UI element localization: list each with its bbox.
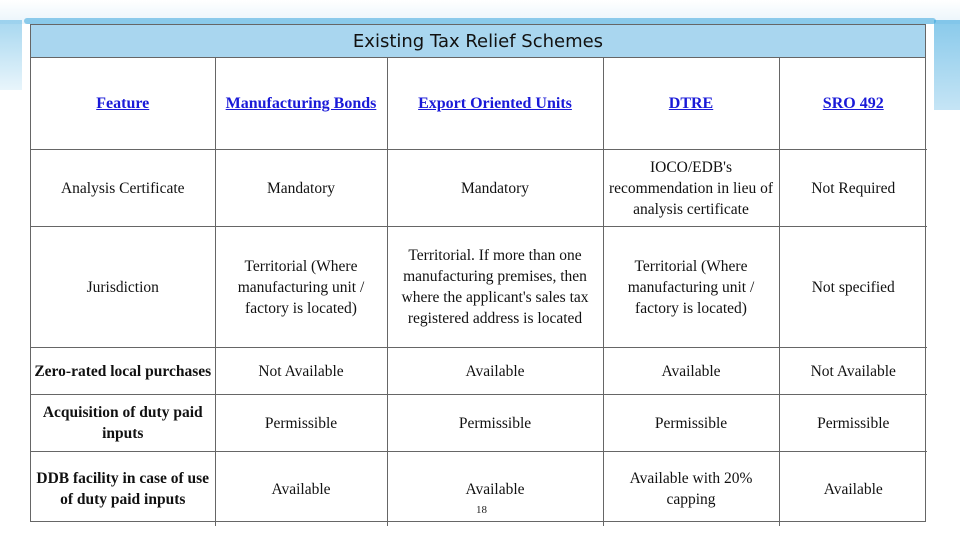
table-cell: Territorial (Where manufacturing unit / factory is located) — [603, 227, 779, 348]
table-title: Existing Tax Relief Schemes — [352, 30, 604, 52]
tax-relief-table — [30, 24, 926, 522]
feature-cell: Jurisdiction — [31, 227, 215, 348]
table-cell: Not Available — [215, 348, 387, 395]
table-cell: Not Available — [779, 348, 927, 395]
header-export-oriented-units: Export Oriented Units — [387, 57, 603, 150]
page-number: 18 — [476, 504, 487, 516]
table-cell: Available — [387, 452, 603, 527]
table-cell: Available — [387, 348, 603, 395]
table-row — [31, 150, 927, 227]
header-feature: Feature — [31, 57, 215, 150]
table-cell: IOCO/EDB's recommendation in lieu of analysis certificate — [603, 150, 779, 227]
table-row — [31, 227, 927, 348]
table-cell: Available with 20% capping — [603, 452, 779, 527]
table-cell: Available — [779, 452, 927, 527]
table-cell: Available — [603, 348, 779, 395]
header-manufacturing-bonds: Manufacturing Bonds — [215, 57, 387, 150]
feature-cell: Acquisition of duty paid inputs — [31, 395, 215, 452]
table-cell: Permissible — [603, 395, 779, 452]
left-decoration — [0, 20, 22, 90]
table-cell: Permissible — [387, 395, 603, 452]
table-row — [31, 348, 927, 395]
table-cell: Permissible — [215, 395, 387, 452]
table-cell: Not specified — [779, 227, 927, 348]
feature-cell: Zero-rated local purchases — [31, 348, 215, 395]
table-cell: Territorial (Where manufacturing unit / factory is located) — [215, 227, 387, 348]
feature-cell: Analysis Certificate — [31, 150, 215, 227]
feature-cell: DDB facility in case of use of duty paid inputs — [31, 452, 215, 527]
header-dtre: DTRE — [603, 57, 779, 150]
right-decoration — [934, 20, 960, 110]
table-cell: Available — [215, 452, 387, 527]
table-cell: Mandatory — [387, 150, 603, 227]
table-cell: Not Required — [779, 150, 927, 227]
schemes-table — [31, 57, 927, 526]
table-cell: Permissible — [779, 395, 927, 452]
table-cell: Territorial. If more than one manufacturing premises, then where the applicant's sales tax registered address is located — [387, 227, 603, 348]
table-title-bar — [31, 25, 925, 58]
table-cell: Mandatory — [215, 150, 387, 227]
table-header-row — [31, 57, 927, 150]
header-sro-492: SRO 492 — [779, 57, 927, 150]
table-row — [31, 395, 927, 452]
